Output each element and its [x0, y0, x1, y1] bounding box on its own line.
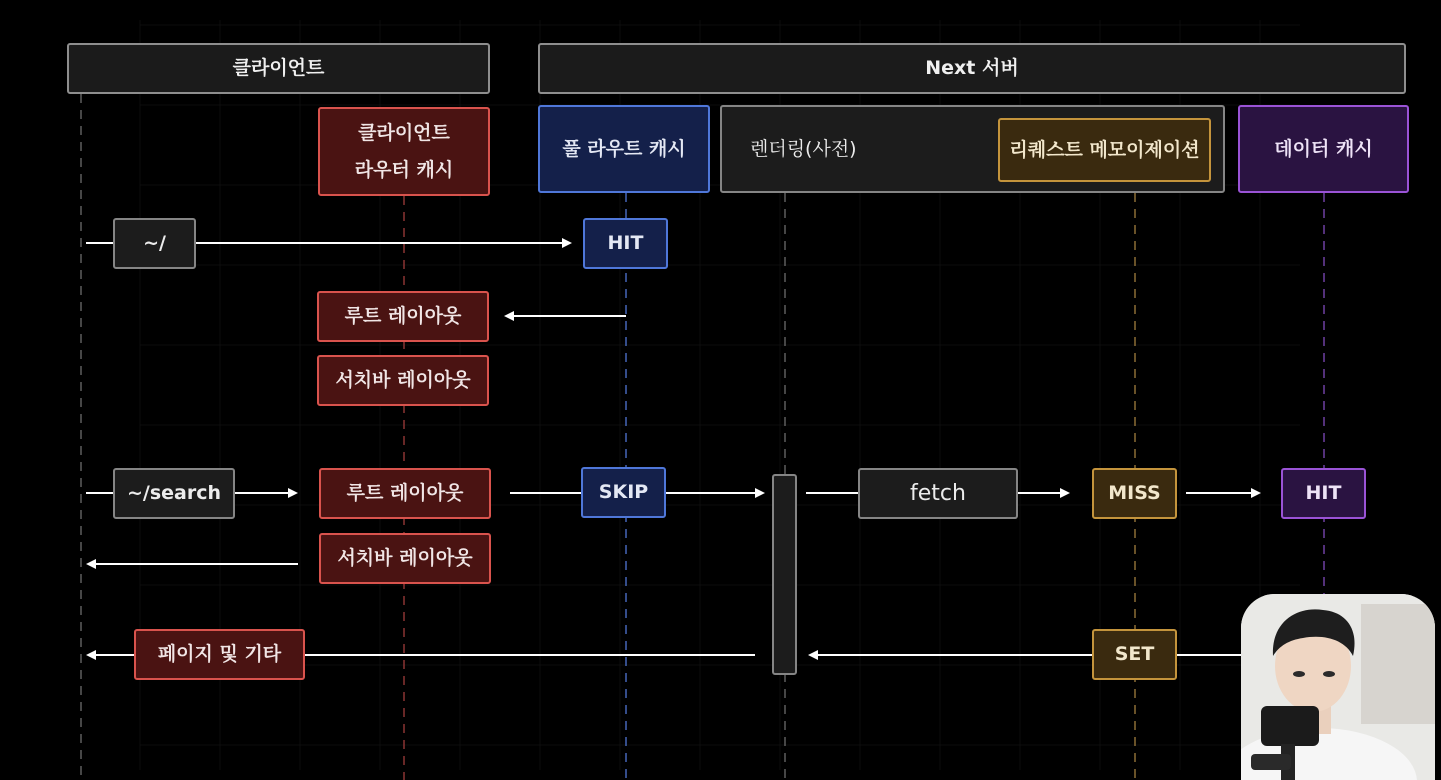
full-route-cache-box: 풀 라우트 캐시: [538, 105, 710, 193]
client-router-cache-box: [318, 107, 490, 196]
searchbar-layout-flow2: 서치바 레이아웃: [319, 533, 491, 584]
rendering-label: 렌더링(사전): [750, 137, 857, 160]
request-search-path: ~/search: [113, 468, 235, 519]
client-header: 클라이언트: [67, 43, 490, 94]
root-layout-cached: 루트 레이아웃: [317, 291, 489, 342]
full-route-hit-badge: HIT: [583, 218, 668, 269]
request-root-path: ~/: [113, 218, 196, 269]
render-activation-bar: [772, 474, 797, 675]
data-cache-hit-badge: HIT: [1281, 468, 1366, 519]
full-route-skip-badge: SKIP: [581, 467, 666, 518]
root-layout-flow2: 루트 레이아웃: [319, 468, 491, 519]
presenter-figure: [1241, 594, 1435, 780]
data-cache-box: 데이터 캐시: [1238, 105, 1409, 193]
memoization-miss-badge: MISS: [1092, 468, 1177, 519]
searchbar-layout-cached: 서치바 레이아웃: [317, 355, 489, 406]
request-memoization-box: 리퀘스트 메모이제이션: [998, 118, 1211, 182]
memoization-set-badge: SET: [1092, 629, 1177, 680]
client-router-cache-line1: 클라이언트: [358, 122, 450, 145]
page-and-etc-box: 페이지 및 기타: [134, 629, 305, 680]
server-header: Next 서버: [538, 43, 1406, 94]
client-router-cache-line2: 라우터 캐시: [354, 158, 454, 181]
presenter-webcam: [1241, 594, 1435, 780]
fetch-box: fetch: [858, 468, 1018, 519]
